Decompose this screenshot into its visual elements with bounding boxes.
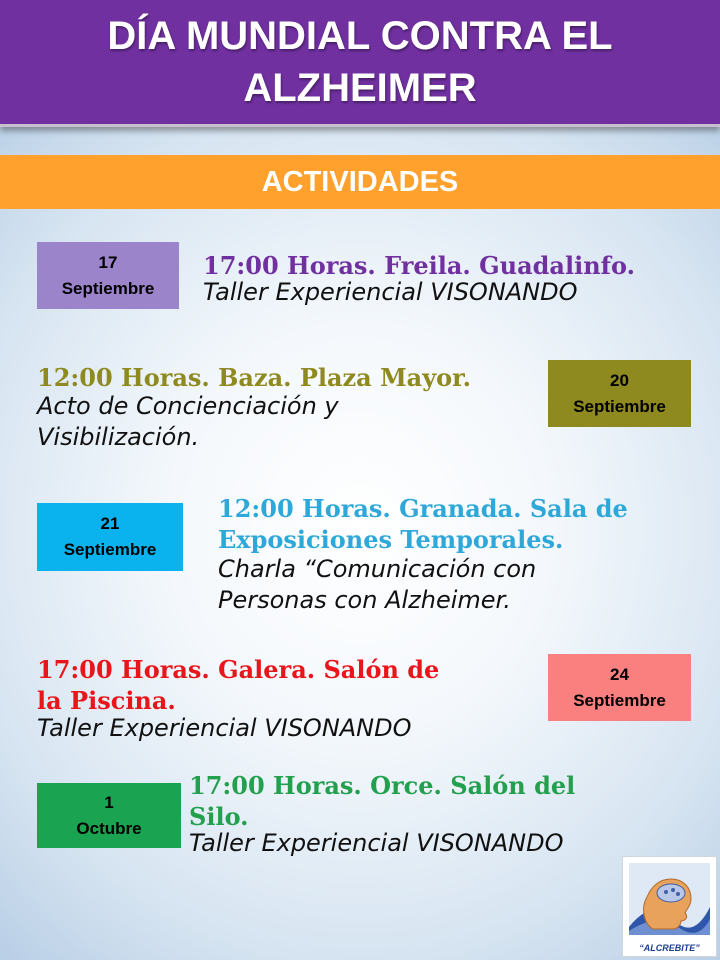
title-banner: [0, 0, 720, 127]
date-month: Septiembre: [573, 690, 666, 710]
date-box-5: [37, 783, 181, 848]
description-line: Visibilización.: [37, 423, 200, 451]
event-5-heading: [189, 770, 575, 832]
event-2-heading: [37, 362, 471, 393]
event-2-description: [37, 391, 339, 453]
event-3-description: [218, 554, 536, 616]
date-box-4: [548, 654, 691, 721]
subtitle-banner: [0, 155, 720, 209]
date-day: 21: [100, 514, 120, 533]
heading-line: la Piscina.: [37, 686, 176, 715]
heading-line: 12:00 Horas. Baza. Plaza Mayor.: [37, 363, 471, 392]
heading-line: 17:00 Horas. Freila. Guadalinfo.: [203, 251, 635, 280]
heading-line: Exposiciones Temporales.: [218, 525, 564, 554]
heading-line: 12:00 Horas. Granada. Sala de: [218, 494, 628, 523]
date-month: Septiembre: [573, 396, 666, 416]
description-line: Taller Experiencial VISONANDO: [203, 278, 578, 306]
title-line-2: ALZHEIMER: [243, 66, 477, 110]
event-3-heading: [218, 493, 628, 555]
date-month: Septiembre: [63, 540, 157, 559]
event-1-description: [203, 277, 578, 308]
alcrebite-logo: [622, 856, 717, 957]
date-month: Octubre: [76, 818, 142, 838]
date-box-3: [37, 503, 183, 571]
description-line: Charla “Comunicación con: [218, 555, 537, 583]
heading-line: Silo.: [189, 802, 249, 831]
event-4-heading: [37, 654, 439, 716]
date-day: 20: [610, 370, 629, 390]
date-box-1: [37, 242, 179, 309]
date-box-2: [548, 360, 691, 427]
logo-name: “ALCREBITE”: [639, 943, 700, 953]
description-line: Personas con Alzheimer.: [218, 586, 511, 614]
date-day: 24: [610, 664, 629, 684]
event-5-description: [189, 828, 564, 859]
subtitle-text: ACTIVIDADES: [261, 165, 459, 198]
heading-line: 17:00 Horas. Galera. Salón de: [37, 655, 440, 684]
description-line: Acto de Concienciación y: [37, 392, 339, 420]
title-line-1: DÍA MUNDIAL CONTRA EL: [107, 14, 613, 58]
date-day: 17: [98, 252, 118, 272]
event-4-description: [37, 713, 412, 744]
description-line: Taller Experiencial VISONANDO: [37, 714, 412, 742]
date-month: Septiembre: [61, 278, 155, 298]
description-line: Taller Experiencial VISONANDO: [189, 829, 564, 857]
brain-profile-icon: [623, 857, 716, 956]
date-day: 1: [104, 792, 114, 812]
heading-line: 17:00 Horas. Orce. Salón del: [189, 771, 576, 800]
